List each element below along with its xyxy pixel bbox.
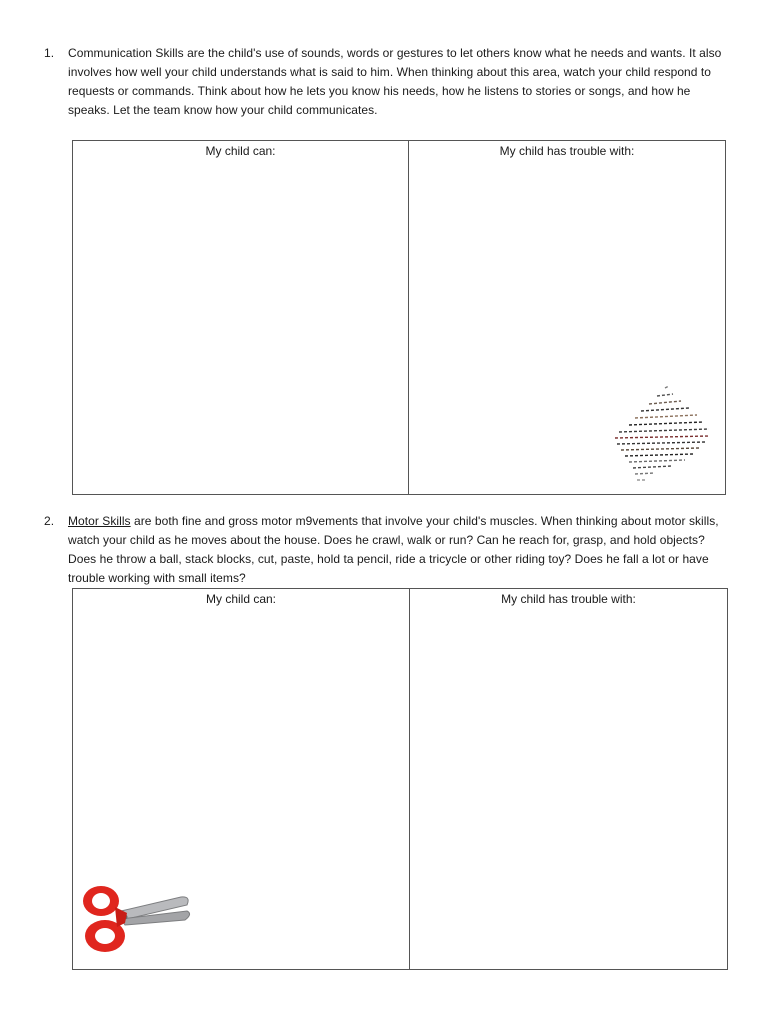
can-column[interactable] bbox=[73, 589, 410, 969]
item-number: 2. bbox=[44, 514, 55, 528]
scissors-icon bbox=[77, 881, 193, 957]
trouble-column-header: My child has trouble with: bbox=[499, 144, 635, 158]
motor-skills-description: are both fine and gross motor m9vements that involve your child's muscles. When thinking about motor skills, watch your child as he moves about the house. Does he crawl, walk or run? Can he reach for, grasp, and hold objects? Does he throw a ball, stack blocks, cut, paste, hold ta pencil, ride a tricycle or other riding toy? Does he fall a lot or have trouble working with small items? bbox=[68, 514, 719, 585]
trouble-column[interactable] bbox=[410, 589, 727, 969]
pencil-icon bbox=[605, 382, 715, 486]
trouble-column-header: My child has trouble with: bbox=[501, 592, 636, 606]
trouble-column[interactable] bbox=[409, 141, 725, 494]
motor-skills-text bbox=[68, 512, 734, 588]
motor-skills-table bbox=[72, 588, 728, 970]
item-number: 1. bbox=[44, 46, 55, 60]
motor-skills-prompt bbox=[44, 512, 734, 588]
can-column[interactable] bbox=[73, 141, 409, 494]
section-motor-skills bbox=[44, 512, 734, 588]
communication-skills-prompt bbox=[44, 44, 734, 120]
motor-skills-title: Motor Skills bbox=[68, 514, 131, 528]
can-column-header: My child can: bbox=[205, 592, 277, 606]
communication-skills-table bbox=[72, 140, 726, 495]
can-column-header: My child can: bbox=[205, 144, 276, 158]
communication-skills-text: Communication Skills are the child's use of sounds, words or gestures to let others know what he needs and wants. It also involves how well your child understands what is said to him. When thinking about this area, watch your child respond to requests or commands. Think about how he lets you know his needs, how he listens to stories or songs, and how he speaks. Let the team know how your child communicates. bbox=[68, 46, 722, 117]
section-communication-skills bbox=[44, 44, 734, 120]
